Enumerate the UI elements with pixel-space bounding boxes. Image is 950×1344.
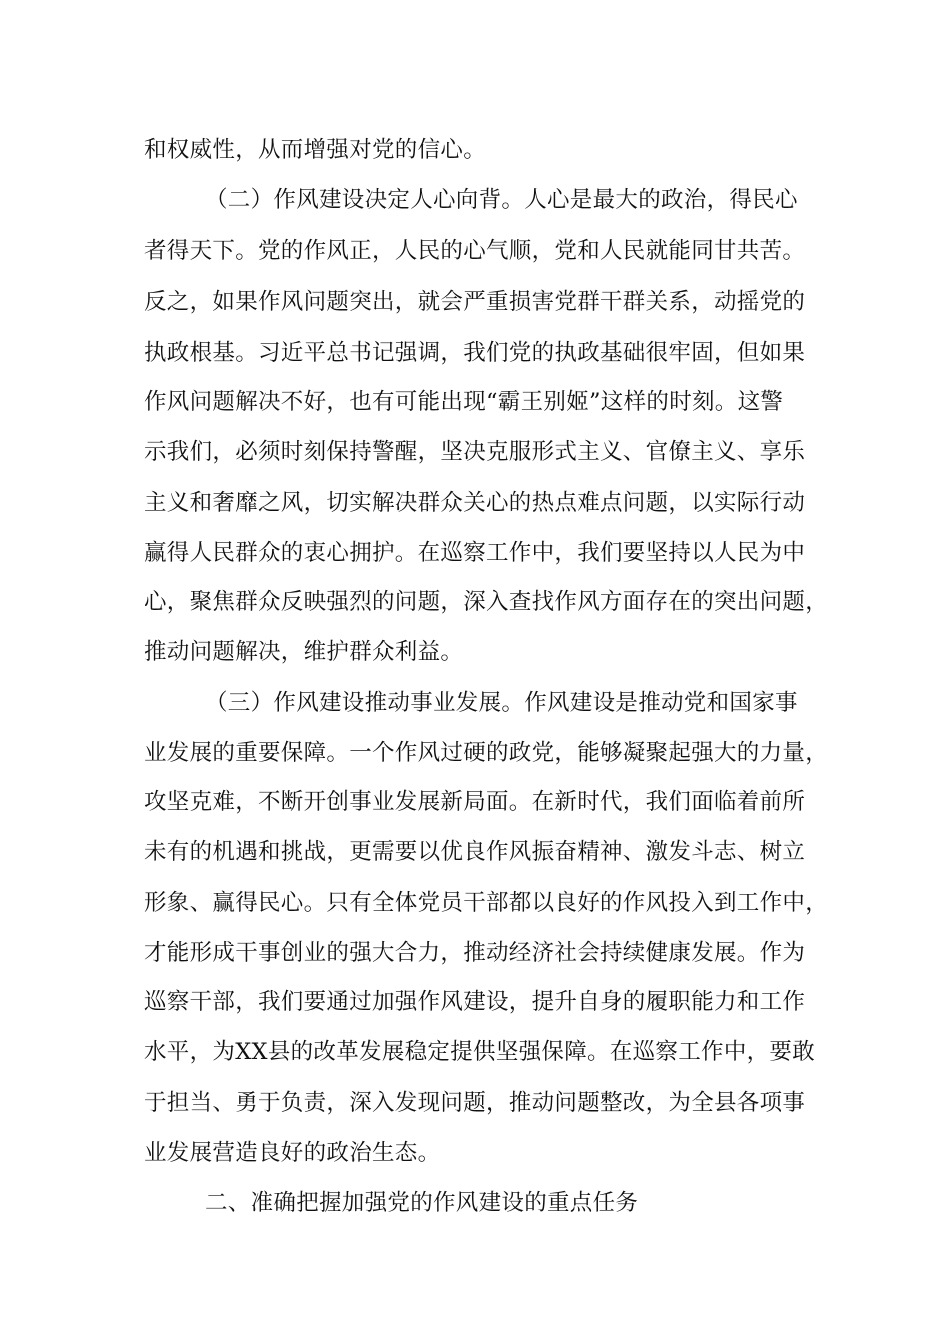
section-2-start-line: （二）作风建设决定人心向背。人心是最大的政治，得民心 [205,187,798,213]
text-line: 巡察干部，我们要通过加强作风建设，提升自身的履职能力和工作 [144,989,806,1015]
text-line: 和权威性，从而增强对党的信心。 [144,137,487,163]
text-line: 示我们，必须时刻保持警醒，坚决克服形式主义、官僚主义、享乐 [144,439,806,465]
text-line: 作风问题解决不好，也有可能出现“霸王别姬”这样的时刻。这警 [144,389,784,415]
text-line: 水平，为XX县的改革发展稳定提供坚强保障。在巡察工作中，要敢 [144,1039,816,1065]
text-line: 未有的机遇和挑战，更需要以优良作风振奋精神、激发斗志、树立 [144,839,806,865]
section-heading: 二、准确把握加强党的作风建设的重点任务 [205,1190,639,1216]
text-line: 业发展的重要保障。一个作风过硬的政党，能够凝聚起强大的力量， [144,740,829,766]
text-line: 推动问题解决，维护群众利益。 [144,639,464,665]
text-line: 心，聚焦群众反映强烈的问题，深入查找作风方面存在的突出问题， [144,589,829,615]
text-line: 形象、赢得民心。只有全体党员干部都以良好的作风投入到工作中， [144,890,829,916]
text-line: 于担当、勇于负责，深入发现问题，推动问题整改，为全县各项事 [144,1090,806,1116]
text-line: 主义和奢靡之风，切实解决群众关心的热点难点问题，以实际行动 [144,490,806,516]
text-line: 反之，如果作风问题突出，就会严重损害党群干群关系，动摇党的 [144,289,806,315]
text-line: 执政根基。习近平总书记强调，我们党的执政基础很牢固，但如果 [144,340,806,366]
text-line: 业发展营造良好的政治生态。 [144,1140,441,1166]
text-line: 者得天下。党的作风正，人民的心气顺，党和人民就能同甘共苦。 [144,238,806,264]
text-line: 赢得人民群众的衷心拥护。在巡察工作中，我们要坚持以人民为中 [144,540,806,566]
text-line: 攻坚克难，不断开创事业发展新局面。在新时代，我们面临着前所 [144,789,806,815]
section-3-start-line: （三）作风建设推动事业发展。作风建设是推动党和国家事 [205,690,798,716]
text-line: 才能形成干事创业的强大合力，推动经济社会持续健康发展。作为 [144,940,806,966]
